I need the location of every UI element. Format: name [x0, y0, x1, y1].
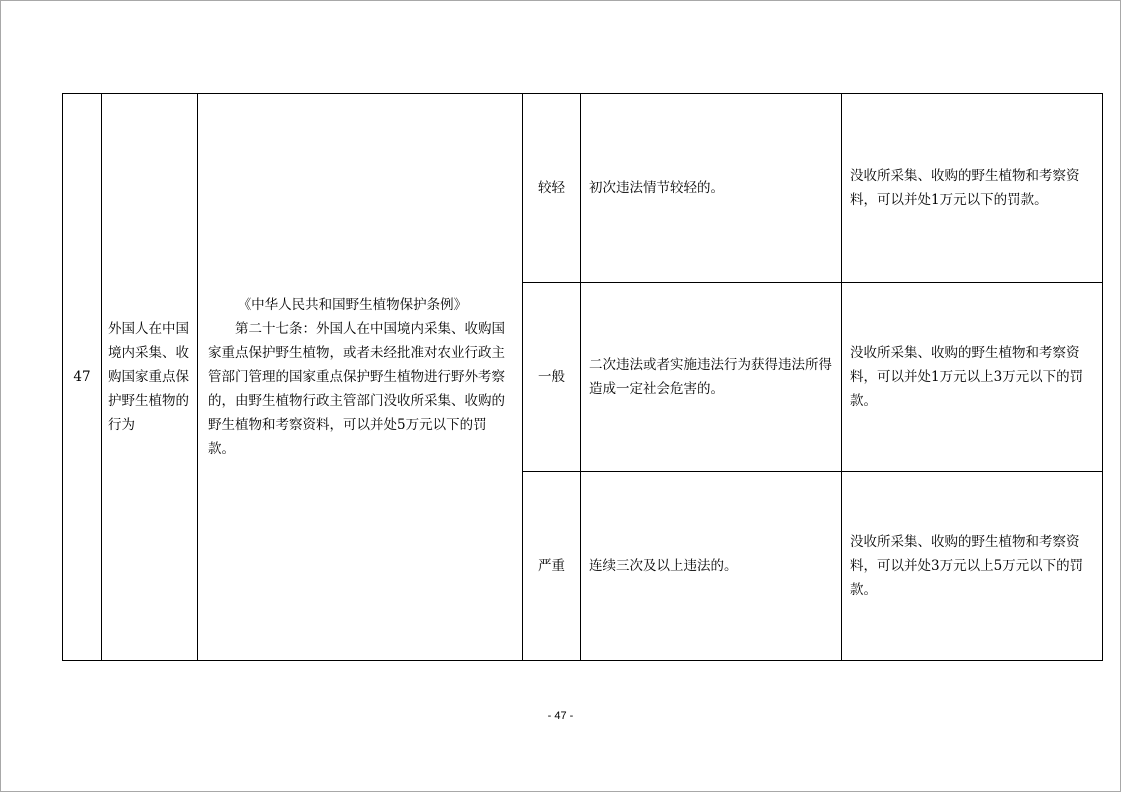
circumstance-minor: 初次违法情节较轻的。 [581, 94, 842, 283]
level-general: 一般 [523, 283, 581, 472]
penalty-general: 没收所采集、收购的野生植物和考察资料，可以并处1万元以上3万元以下的罚款。 [842, 283, 1103, 472]
penalty-table [62, 93, 1103, 661]
violation-act: 外国人在中国境内采集、收购国家重点保护野生植物的行为 [102, 94, 198, 661]
legal-basis [198, 94, 523, 661]
penalty-severe: 没收所采集、收购的野生植物和考察资料，可以并处3万元以上5万元以下的罚款。 [842, 472, 1103, 661]
table-row [63, 94, 1103, 283]
item-number: 47 [63, 94, 102, 661]
circumstance-general: 二次违法或者实施违法行为获得违法所得造成一定社会危害的。 [581, 283, 842, 472]
circumstance-severe: 连续三次及以上违法的。 [581, 472, 842, 661]
level-minor: 较轻 [523, 94, 581, 283]
law-article: 第二十七条：外国人在中国境内采集、收购国家重点保护野生植物，或者未经批准对农业行政主管部门管理的国家重点保护野生植物进行野外考察的，由野生植物行政主管部门没收所采集、收购的野生植物和考察资料，可以并处5万元以下的罚款。 [208, 321, 505, 457]
level-severe: 严重 [523, 472, 581, 661]
law-title: 《中华人民共和国野生植物保护条例》 [237, 297, 468, 313]
page-number: - 47 - [547, 710, 574, 722]
penalty-minor: 没收所采集、收购的野生植物和考察资料，可以并处1万元以下的罚款。 [842, 94, 1103, 283]
